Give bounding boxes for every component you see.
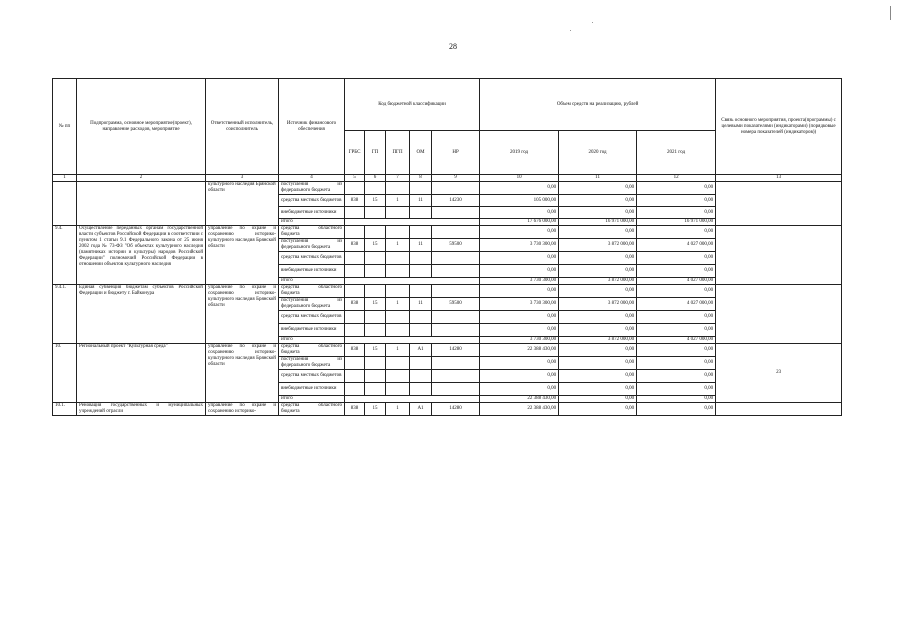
row-om	[410, 207, 432, 219]
header-indicator-link: Связь основного мероприятия, проекта(программы) с целевыми показателями (индикаторами) (порядковые номера показателей (индикаторов))	[716, 79, 842, 175]
row-program: Реновация государственных и муниципальных учреждений отрасли	[77, 403, 206, 416]
row-y2020: 0,00	[559, 265, 637, 278]
row-pgp	[386, 370, 410, 383]
header-row-1	[53, 79, 842, 131]
row-om: A1	[410, 403, 432, 416]
row-gp	[365, 265, 386, 278]
row-y2019: 0,00	[480, 265, 559, 278]
total-codes	[345, 278, 480, 285]
table-row	[53, 182, 842, 195]
row-pgp: 1	[386, 298, 410, 311]
row-y2020: 0,00	[559, 226, 637, 239]
column-number: 13	[716, 175, 842, 182]
row-pgp	[386, 252, 410, 265]
row-nr	[432, 370, 480, 383]
row-grbs	[345, 285, 365, 298]
table-body	[53, 182, 842, 416]
row-gp: 15	[365, 239, 386, 252]
row-y2019: 0,00	[480, 252, 559, 265]
row-y2019: 3 730 300,00	[480, 298, 559, 311]
row-y2019: 3 730 300,00	[480, 239, 559, 252]
total-label: итого	[279, 396, 345, 403]
row-y2021: 0,00	[637, 226, 716, 239]
total-codes	[345, 396, 480, 403]
header-grbs: ГРБС	[345, 131, 365, 175]
row-pgp	[386, 226, 410, 239]
row-om: A1	[410, 344, 432, 357]
row-gp	[365, 370, 386, 383]
total-label: итого	[279, 219, 345, 226]
row-om	[410, 311, 432, 324]
row-executor: культурного наследия Брянской области	[206, 182, 279, 226]
header-year-2019: 2019 год	[480, 131, 559, 175]
row-indicator-link	[716, 226, 842, 285]
row-om: 11	[410, 298, 432, 311]
row-y2021: 0,00	[637, 265, 716, 278]
row-y2020: 0,00	[559, 207, 637, 219]
row-y2020: 3 872 000,00	[559, 298, 637, 311]
total-y2020: 3 872 000,00	[559, 278, 637, 285]
row-y2019: 0,00	[480, 285, 559, 298]
scan-edge-mark	[890, 6, 891, 20]
row-indicator-link	[716, 403, 842, 416]
row-y2021: 4 027 000,00	[637, 239, 716, 252]
row-indicator-link	[716, 285, 842, 344]
row-nr: 59500	[432, 239, 480, 252]
row-nr	[432, 226, 480, 239]
header-nr: НР	[432, 131, 480, 175]
row-source: средства областного бюджета	[279, 226, 345, 239]
row-om	[410, 226, 432, 239]
row-om	[410, 252, 432, 265]
row-grbs	[345, 182, 365, 195]
row-nr	[432, 252, 480, 265]
row-program	[77, 182, 206, 226]
row-grbs: 838	[345, 344, 365, 357]
row-executor: управление по охране и сохранению историко-культурного наследия Брянской области	[206, 226, 279, 285]
row-executor: управление по охране и сохранению историко-культурного наследия Брянской области	[206, 344, 279, 403]
row-om	[410, 182, 432, 195]
row-grbs	[345, 265, 365, 278]
total-codes	[345, 219, 480, 226]
row-nr	[432, 182, 480, 195]
row-nr	[432, 265, 480, 278]
row-y2021: 0,00	[637, 182, 716, 195]
row-pgp: 1	[386, 239, 410, 252]
row-program: Региональный проект "Культурная среда"	[77, 344, 206, 403]
row-y2021: 0,00	[637, 195, 716, 207]
row-y2019: 0,00	[480, 311, 559, 324]
row-y2021: 0,00	[637, 344, 716, 357]
row-y2021: 0,00	[637, 383, 716, 396]
header-volume-group: Объем средств на реализацию, рублей	[480, 79, 716, 131]
row-om	[410, 324, 432, 337]
header-executor: Ответственный исполнитель, соисполнитель	[206, 79, 279, 175]
row-grbs	[345, 370, 365, 383]
row-pgp	[386, 285, 410, 298]
header-year-2020: 2020 год	[559, 131, 637, 175]
row-source: внебюджетные источники	[279, 383, 345, 396]
row-source: поступления из федерального бюджета	[279, 239, 345, 252]
row-y2020: 0,00	[559, 370, 637, 383]
row-y2020: 3 872 000,00	[559, 239, 637, 252]
row-nr: 14230	[432, 195, 480, 207]
row-y2021: 0,00	[637, 207, 716, 219]
column-number: 10	[480, 175, 559, 182]
total-y2021: 0,00	[637, 396, 716, 403]
row-gp: 15	[365, 344, 386, 357]
row-pgp: 1	[386, 195, 410, 207]
table-row	[53, 226, 842, 239]
row-pgp	[386, 265, 410, 278]
row-gp	[365, 207, 386, 219]
row-source: поступления из федерального бюджета	[279, 182, 345, 195]
row-gp: 15	[365, 195, 386, 207]
row-gp	[365, 383, 386, 396]
header-source: Источник финансового обеспечения	[279, 79, 345, 175]
row-source: средства областного бюджета	[279, 344, 345, 357]
row-y2020: 0,00	[559, 195, 637, 207]
row-om	[410, 285, 432, 298]
header-year-2021: 2021 год	[637, 131, 716, 175]
column-number: 8	[410, 175, 432, 182]
total-y2019: 3 730 300,00	[480, 337, 559, 344]
row-y2019: 0,00	[480, 383, 559, 396]
row-y2020: 0,00	[559, 252, 637, 265]
row-y2021: 0,00	[637, 324, 716, 337]
row-y2021: 0,00	[637, 311, 716, 324]
row-y2020: 0,00	[559, 324, 637, 337]
table-row	[53, 344, 842, 357]
row-source: средства областного бюджета	[279, 403, 345, 416]
row-y2020: 0,00	[559, 383, 637, 396]
column-number: 11	[559, 175, 637, 182]
row-gp	[365, 324, 386, 337]
row-pgp	[386, 357, 410, 370]
row-grbs: 838	[345, 403, 365, 416]
row-y2021: 0,00	[637, 370, 716, 383]
row-nr	[432, 357, 480, 370]
total-y2021: 4 027 000,00	[637, 337, 716, 344]
row-nr	[432, 207, 480, 219]
row-om	[410, 265, 432, 278]
column-number: 5	[345, 175, 365, 182]
row-gp: 15	[365, 298, 386, 311]
row-y2020: 0,00	[559, 285, 637, 298]
row-y2019: 22 388 430,00	[480, 403, 559, 416]
row-nr	[432, 324, 480, 337]
row-pgp: 1	[386, 344, 410, 357]
header-gp: ГП	[365, 131, 386, 175]
total-y2020: 0,00	[559, 396, 637, 403]
total-y2021: 4 027 000,00	[637, 278, 716, 285]
row-source: средства областного бюджета	[279, 285, 345, 298]
row-pgp	[386, 182, 410, 195]
row-y2020: 0,00	[559, 311, 637, 324]
row-source: средства местных бюджетов	[279, 195, 345, 207]
scan-speck	[592, 22, 593, 23]
row-source: внебюджетные источники	[279, 265, 345, 278]
row-grbs: 838	[345, 195, 365, 207]
column-number: 6	[365, 175, 386, 182]
total-codes	[345, 337, 480, 344]
row-gp	[365, 311, 386, 324]
row-nr: 14280	[432, 403, 480, 416]
row-program: Осуществление переданных органам государственной власти субъектов Российской Федерации в соответствии с пунктом 1 статьи 9.1 Федерального закона от 25 июня 2002 года № 73-ФЗ "Об объектах культурного наследия (памятниках истории и культуры) народов Российской Федерации" полномочий Российской Федерации в отношении объектов культурного наследия	[77, 226, 206, 285]
row-y2021: 4 027 000,00	[637, 298, 716, 311]
row-gp	[365, 252, 386, 265]
row-y2019: 0,00	[480, 357, 559, 370]
row-source: поступления из федерального бюджета	[279, 298, 345, 311]
column-number: 9	[432, 175, 480, 182]
row-source: средства местных бюджетов	[279, 370, 345, 383]
column-number-row	[53, 175, 842, 182]
row-nr	[432, 311, 480, 324]
row-y2019: 0,00	[480, 370, 559, 383]
row-nr	[432, 383, 480, 396]
column-number: 3	[206, 175, 279, 182]
row-grbs	[345, 252, 365, 265]
row-num: 10.	[53, 344, 77, 403]
row-pgp	[386, 311, 410, 324]
column-number: 7	[386, 175, 410, 182]
row-y2020: 0,00	[559, 344, 637, 357]
row-pgp	[386, 207, 410, 219]
row-y2021: 0,00	[637, 403, 716, 416]
row-gp	[365, 182, 386, 195]
table-row	[53, 403, 842, 416]
row-om: 11	[410, 195, 432, 207]
row-om	[410, 383, 432, 396]
row-y2019: 0,00	[480, 182, 559, 195]
row-grbs	[345, 311, 365, 324]
row-y2019: 0,00	[480, 226, 559, 239]
total-y2021: 16 971 000,00	[637, 219, 716, 226]
row-y2019: 0,00	[480, 324, 559, 337]
row-gp	[365, 285, 386, 298]
row-num	[53, 182, 77, 226]
row-grbs	[345, 226, 365, 239]
row-pgp: 1	[386, 403, 410, 416]
row-program: Единая субвенция бюджетам субъектов Российской Федерации и бюджету г. Байконура	[77, 285, 206, 344]
row-source: средства местных бюджетов	[279, 311, 345, 324]
column-number: 1	[53, 175, 77, 182]
row-source: средства местных бюджетов	[279, 252, 345, 265]
column-number: 2	[77, 175, 206, 182]
row-nr	[432, 285, 480, 298]
header-num: № пп	[53, 79, 77, 175]
row-grbs	[345, 324, 365, 337]
row-num: 10.1.	[53, 403, 77, 416]
row-y2021: 0,00	[637, 252, 716, 265]
row-num: 9.4.	[53, 226, 77, 285]
total-y2020: 3 872 000,00	[559, 337, 637, 344]
row-om	[410, 370, 432, 383]
total-label: итого	[279, 337, 345, 344]
row-grbs	[345, 207, 365, 219]
row-indicator-link: 23	[716, 344, 842, 403]
row-gp: 15	[365, 403, 386, 416]
header-program: Подпрограмма, основное мероприятие(проект), направление расходов, мероприятие	[77, 79, 206, 175]
header-codes-group: Код бюджетной классификации	[345, 79, 480, 131]
table-row	[53, 285, 842, 298]
row-grbs: 838	[345, 239, 365, 252]
total-y2019: 3 730 300,00	[480, 278, 559, 285]
row-nr: 59500	[432, 298, 480, 311]
row-gp	[365, 357, 386, 370]
row-source: внебюджетные источники	[279, 324, 345, 337]
row-source: внебюджетные источники	[279, 207, 345, 219]
row-executor: управление по охране и сохранению историко-культурного наследия Брянской области	[206, 285, 279, 344]
row-y2021: 0,00	[637, 285, 716, 298]
header-om: ОМ	[410, 131, 432, 175]
row-y2021: 0,00	[637, 357, 716, 370]
total-y2019: 17 676 000,00	[480, 219, 559, 226]
total-label: итого	[279, 278, 345, 285]
scan-speck	[570, 30, 571, 31]
row-nr: 14280	[432, 344, 480, 357]
total-y2020: 16 971 000,00	[559, 219, 637, 226]
column-number: 4	[279, 175, 345, 182]
header-pgp: ПГП	[386, 131, 410, 175]
total-y2019: 22 388 430,00	[480, 396, 559, 403]
row-executor: управление по охране и сохранению историко-	[206, 403, 279, 416]
row-pgp	[386, 383, 410, 396]
page-number: 28	[449, 42, 457, 51]
row-indicator-link	[716, 182, 842, 226]
row-om: 11	[410, 239, 432, 252]
row-num: 9.4.1.	[53, 285, 77, 344]
row-y2020: 0,00	[559, 403, 637, 416]
row-y2019: 0,00	[480, 207, 559, 219]
row-pgp	[386, 324, 410, 337]
row-y2020: 0,00	[559, 357, 637, 370]
row-gp	[365, 226, 386, 239]
row-y2019: 22 388 430,00	[480, 344, 559, 357]
column-number: 12	[637, 175, 716, 182]
row-grbs	[345, 357, 365, 370]
row-om	[410, 357, 432, 370]
budget-table	[52, 78, 842, 416]
row-grbs: 838	[345, 298, 365, 311]
row-y2019: 105 000,00	[480, 195, 559, 207]
row-source: поступления из федерального бюджета	[279, 357, 345, 370]
row-y2020: 0,00	[559, 182, 637, 195]
row-grbs	[345, 383, 365, 396]
